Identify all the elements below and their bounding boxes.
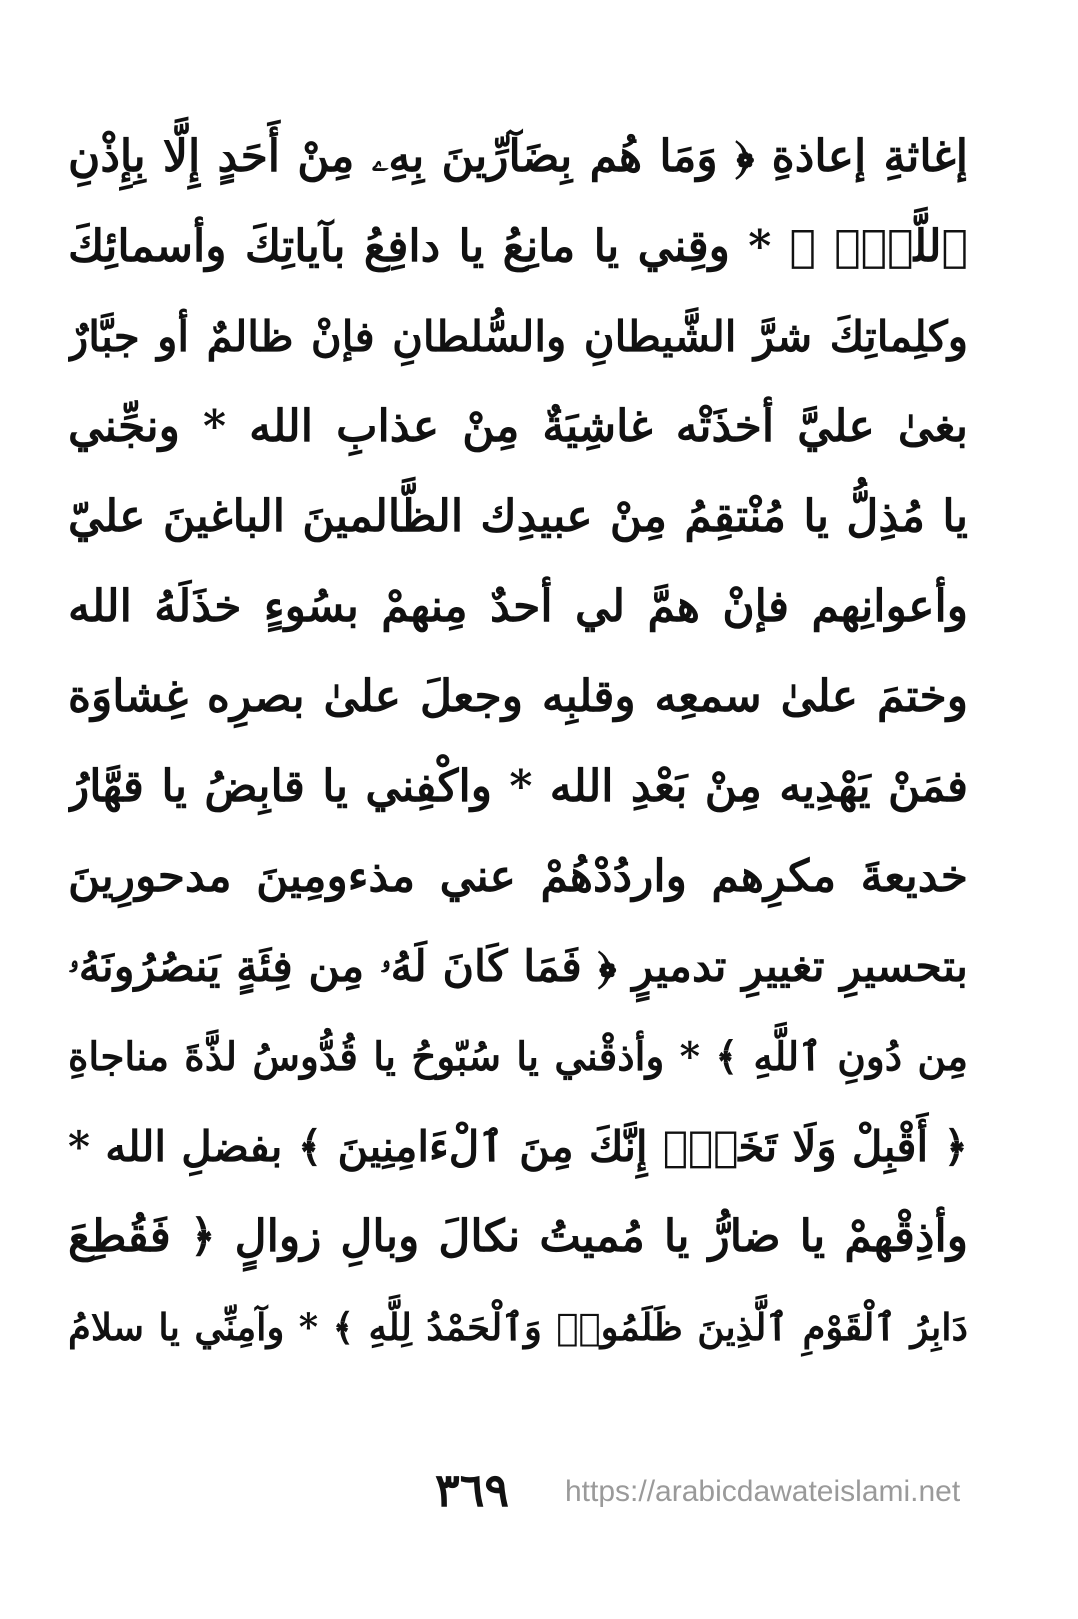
text-line: بغىٰ عليَّ أخذَتْه غاشِيَةٌ مِنْ عذابِ الله * ونجِّني — [68, 401, 968, 452]
text-line: وأعوانِهم فإنْ همَّ لي أحدٌ مِنهمْ بسُوءٍ خذَلَهُ الله — [68, 581, 968, 632]
text-line: ٱللَّهِۚ ﴾ * وقِني يا مانِعُ يا دافِعُ بآياتِكَ وأسمائِكَ — [68, 221, 968, 272]
text-line: خديعةَ مكرِهم واردُدْهُمْ عني مذءومِينَ مدحورِينَ — [68, 851, 968, 902]
body-text — [68, 112, 968, 1372]
text-line: يا مُذِلُّ يا مُنْتقِمُ مِنْ عبيدِك الظَّالمينَ الباغينَ عليّ — [68, 491, 968, 542]
text-line: وكلِماتِكَ شرَّ الشَّيطانِ والسُّلطانِ فإنْ ظالمٌ أو جبَّارٌ — [68, 312, 968, 361]
text-line: إغاثةِ إعاذةِ ﴿ وَمَا هُم بِضَآرِّينَ بِهِۦ مِنْ أَحَدٍ إِلَّا بِإِذْنِ — [68, 131, 968, 182]
text-line: وختمَ علىٰ سمعِه وقلبِه وجعلَ علىٰ بصرِه غِشاوَة — [68, 671, 968, 722]
text-line: فمَنْ يَهْدِيه مِنْ بَعْدِ الله * واكْفِني يا قابِضُ يا قهَّارُ — [68, 761, 968, 812]
text-line: بتحسيرِ تغييرِ تدميرٍ ﴿ فَمَا كَانَ لَهُۥ مِن فِئَةٍ يَنصُرُونَهُۥ — [68, 942, 968, 992]
page-number: ٣٦٩ — [435, 1463, 510, 1517]
text-line: مِن دُونِ ٱللَّهِ ﴾ * وأذقْني يا سُبّوحُ يا قُدُّوسُ لذَّةَ مناجاةِ — [68, 1034, 968, 1080]
text-line: دَابِرُ ٱلْقَوْمِ ٱلَّذِينَ ظَلَمُوا۟ وَٱلْحَمْدُ لِلَّهِ ﴾ * وآمِنِّي يا سلامُ — [68, 1305, 968, 1349]
text-line: وأذِقْهمْ يا ضارُّ يا مُميتُ نكالَ وبالِ زوالٍ ﴿ فَقُطِعَ — [68, 1211, 968, 1262]
page-footer — [0, 1460, 1078, 1520]
source-url-watermark: https://arabicdawateislami.net — [565, 1475, 961, 1508]
text-line: ﴿ أَقْبِلْ وَلَا تَخَفْۖ إِنَّكَ مِنَ ٱلْءَامِنِينَ ﴾ بفضلِ الله * — [68, 1122, 968, 1171]
